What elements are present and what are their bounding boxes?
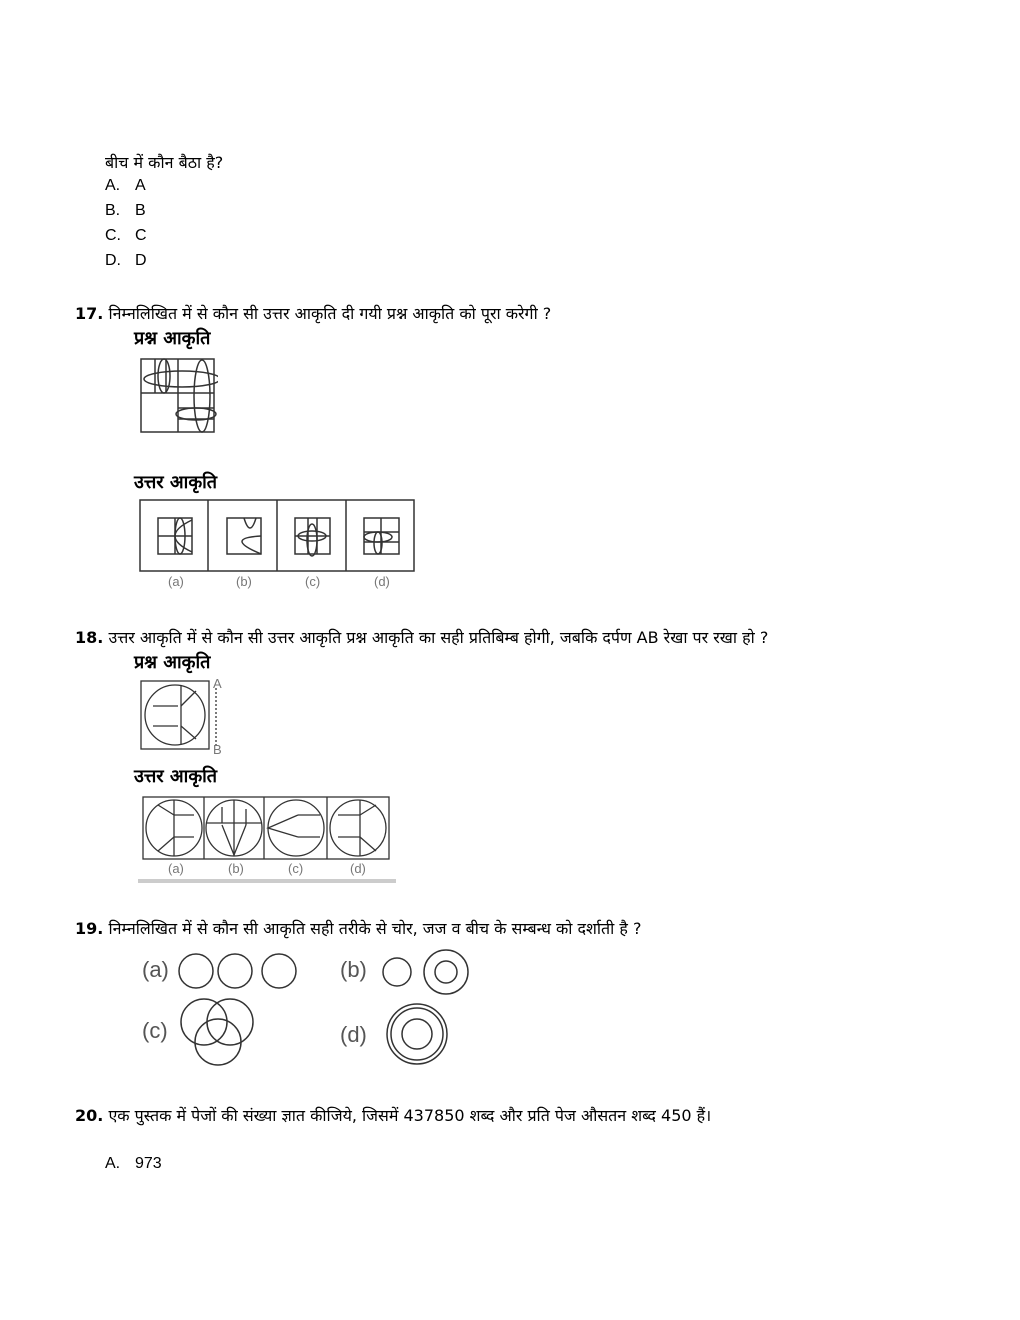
q20-question [75, 1104, 711, 1126]
question-text: निम्नलिखित में से कौन सी उत्तर आकृति दी गयी प्रश्न आकृति को पूरा करेगी ? [108, 304, 552, 323]
option-text: B [135, 202, 146, 219]
q17-answer-figures [138, 498, 416, 593]
option-letter: A. [105, 1155, 121, 1172]
figure-label-b: (b) [340, 957, 367, 982]
q16-option-c[interactable] [105, 227, 147, 245]
q16-text: बीच में कौन बैठा है? [105, 153, 224, 172]
q18-question [75, 626, 768, 648]
q17-option-b-figure [227, 518, 261, 554]
figure-label-a: (a) [168, 861, 184, 876]
q18-answer-figures [138, 795, 396, 887]
figure-label-c: (c) [305, 574, 321, 589]
q16-option-d[interactable] [105, 252, 147, 270]
q17-option-a-figure [158, 518, 192, 554]
q17-option-c-figure [295, 518, 330, 556]
question-number: 18. [75, 628, 104, 647]
option-text: D [135, 252, 147, 269]
option-text: 973 [135, 1155, 162, 1172]
question-text: निम्नलिखित में से कौन सी आकृति सही तरीके से चोर, जज व बीच के सम्बन्ध को दर्शाती है ? [108, 919, 642, 938]
q17-question-figure [138, 356, 218, 436]
q18-option-c-figure [268, 800, 324, 856]
q17-option-d-figure [364, 518, 399, 554]
q17-question-figure-label: प्रश्न आकृति [134, 328, 211, 349]
q16-option-b[interactable] [105, 202, 146, 220]
q18-option-d-figure [330, 800, 386, 856]
figure-label-d: (d) [374, 574, 390, 589]
option-text: A [135, 177, 146, 194]
figure-label-d: (d) [340, 1022, 367, 1047]
figure-label-a: (a) [168, 574, 184, 589]
figure-label-a: (a) [142, 957, 169, 982]
q17-answer-figure-label: उत्तर आकृति [134, 472, 218, 493]
option-letter: D. [105, 252, 121, 269]
question-text: उत्तर आकृति में से कौन सी उत्तर आकृति प्रश्न आकृति का सही प्रतिबिम्ब होगी, जबकि दर्पण AB रेखा पर रखा हो ? [108, 628, 769, 647]
q18-answer-figure-label: उत्तर आकृति [134, 766, 218, 787]
q18-question-figure [138, 676, 228, 756]
figure-label-c: (c) [288, 861, 304, 876]
q17-question [75, 302, 551, 324]
question-number: 17. [75, 304, 104, 323]
q19-answer-figures [138, 945, 478, 1075]
option-letter: A. [105, 177, 121, 194]
q18-question-figure-label: प्रश्न आकृति [134, 652, 211, 673]
q16-option-a[interactable] [105, 177, 146, 195]
q20-option-a[interactable] [105, 1155, 162, 1173]
option-text: C [135, 227, 147, 244]
q18-option-a-figure [146, 800, 202, 856]
question-number: 20. [75, 1106, 104, 1125]
figure-label-b: (b) [228, 861, 244, 876]
question-number: 19. [75, 919, 104, 938]
mirror-label-b: B [213, 742, 222, 756]
mirror-label-a: A [213, 676, 222, 691]
q19-question [75, 917, 641, 939]
figure-label-d: (d) [350, 861, 366, 876]
q18-option-b-figure [206, 800, 262, 856]
option-letter: B. [105, 202, 121, 219]
option-letter: C. [105, 227, 121, 244]
figure-label-b: (b) [236, 574, 252, 589]
question-text: एक पुस्तक में पेजों की संख्या ज्ञात कीजिये, जिसमें 437850 शब्द और प्रति पेज औसतन शब्द 450 हैं। [108, 1106, 712, 1125]
figure-label-c: (c) [142, 1018, 168, 1043]
